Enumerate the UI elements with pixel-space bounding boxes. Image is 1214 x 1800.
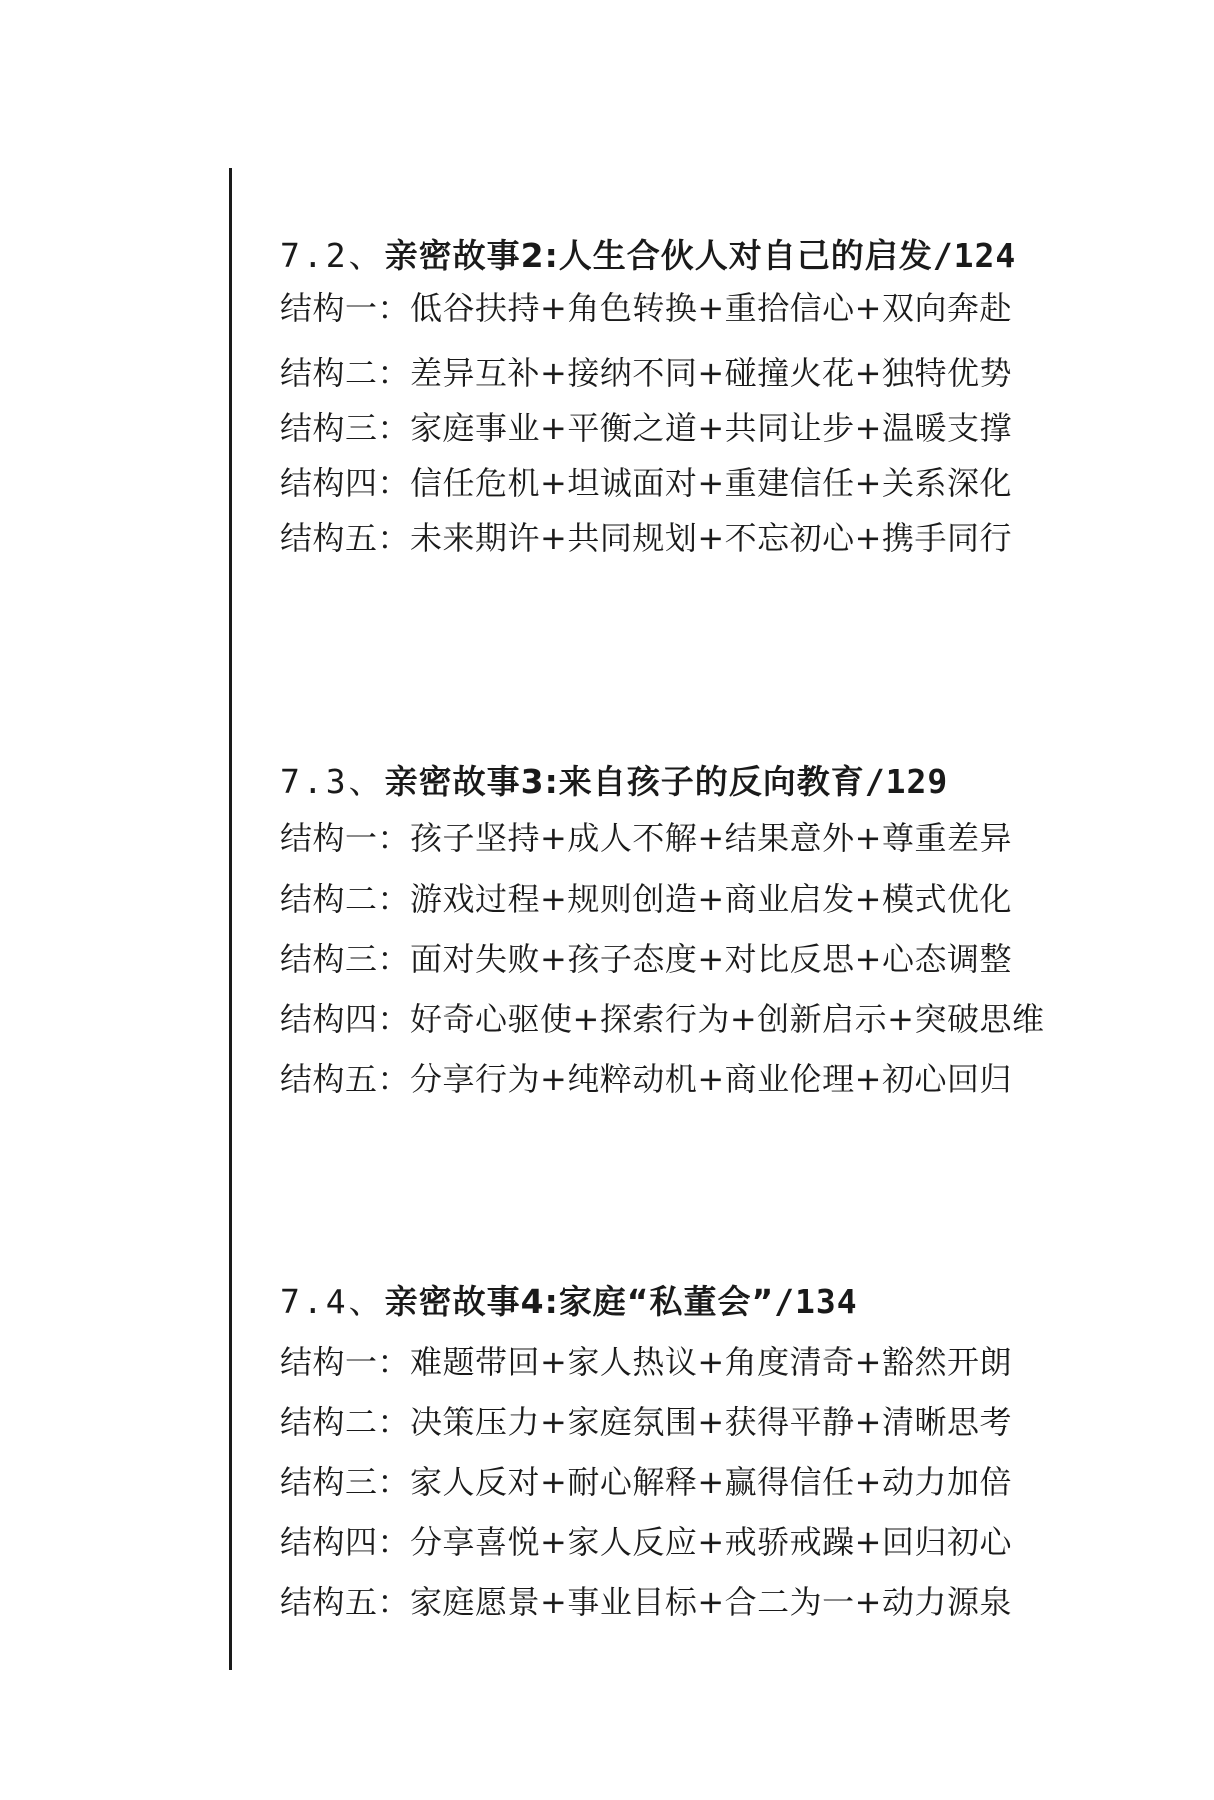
- margin-rule: [229, 168, 232, 1670]
- structure-text: 低谷扶持+角色转换+重拾信心+双向奔赴: [410, 289, 1012, 327]
- section-number: 7.2、: [280, 236, 385, 275]
- structure-label: 结构三：: [280, 1463, 411, 1501]
- structure-label: 结构四：: [280, 1523, 411, 1561]
- section-number: 7.4、: [280, 1282, 385, 1321]
- section-page-number: /124: [932, 236, 1017, 275]
- section-heading: [280, 1282, 1180, 1322]
- section-title: 亲密故事4:家庭“私董会”: [384, 1282, 775, 1321]
- structure-text: 家庭事业+平衡之道+共同让步+温暖支撑: [410, 409, 1012, 447]
- structure-text: 家人反对+耐心解释+赢得信任+动力加倍: [410, 1463, 1012, 1501]
- section-7-3: [280, 762, 1180, 1098]
- structure-text: 面对失败+孩子态度+对比反思+心态调整: [410, 940, 1012, 978]
- structure-line: [280, 408, 1012, 448]
- structure-text: 决策压力+家庭氛围+获得平静+清晰思考: [410, 1403, 1012, 1441]
- structure-line: [280, 818, 1012, 858]
- section-7-2: [280, 236, 1180, 557]
- structure-text: 孩子坚持+成人不解+结果意外+尊重差异: [410, 819, 1012, 857]
- structure-line: [280, 1402, 1012, 1442]
- section-page-number: /129: [864, 762, 949, 801]
- structure-label: 结构五：: [280, 519, 411, 557]
- structure-label: 结构四：: [280, 464, 411, 502]
- structure-label: 结构五：: [280, 1060, 411, 1098]
- structure-line: [280, 518, 1012, 558]
- structure-label: 结构三：: [280, 409, 411, 447]
- structure-text: 好奇心驱使+探索行为+创新启示+突破思维: [410, 1000, 1045, 1038]
- structure-text: 信任危机+坦诚面对+重建信任+关系深化: [410, 464, 1012, 502]
- structure-text: 分享行为+纯粹动机+商业伦理+初心回归: [410, 1060, 1012, 1098]
- structure-line: [280, 939, 1012, 979]
- structure-line: [280, 1059, 1012, 1099]
- structure-text: 分享喜悦+家人反应+戒骄戒躁+回归初心: [410, 1523, 1012, 1561]
- structure-text: 游戏过程+规则创造+商业启发+模式优化: [410, 880, 1012, 918]
- structure-line: [280, 353, 1012, 393]
- structure-label: 结构五：: [280, 1583, 411, 1621]
- structure-label: 结构二：: [280, 354, 411, 392]
- section-title: 亲密故事3:来自孩子的反向教育: [384, 762, 865, 801]
- structure-text: 家庭愿景+事业目标+合二为一+动力源泉: [410, 1583, 1012, 1621]
- structure-line: [280, 1522, 1012, 1562]
- structure-line: [280, 288, 1012, 328]
- structure-label: 结构四：: [280, 1000, 411, 1038]
- structure-line: [280, 1342, 1012, 1382]
- section-page-number: /134: [774, 1282, 858, 1321]
- structure-label: 结构一：: [280, 289, 411, 327]
- structure-label: 结构一：: [280, 1343, 411, 1381]
- section-number: 7.3、: [280, 762, 385, 801]
- structure-label: 结构二：: [280, 1403, 411, 1441]
- structure-line: [280, 1582, 1012, 1622]
- section-title: 亲密故事2:人生合伙人对自己的启发: [384, 236, 933, 275]
- section-7-4: [280, 1282, 1180, 1621]
- structure-line: [280, 999, 1044, 1039]
- structure-text: 难题带回+家人热议+角度清奇+豁然开朗: [410, 1343, 1012, 1381]
- structure-text: 未来期许+共同规划+不忘初心+携手同行: [410, 519, 1012, 557]
- structure-line: [280, 1462, 1012, 1502]
- structure-label: 结构三：: [280, 940, 411, 978]
- structure-label: 结构一：: [280, 819, 411, 857]
- structure-text: 差异互补+接纳不同+碰撞火花+独特优势: [410, 354, 1012, 392]
- section-heading: [280, 762, 1180, 802]
- structure-label: 结构二：: [280, 880, 411, 918]
- structure-line: [280, 463, 1012, 503]
- structure-line: [280, 879, 1012, 919]
- section-heading: [280, 236, 1180, 276]
